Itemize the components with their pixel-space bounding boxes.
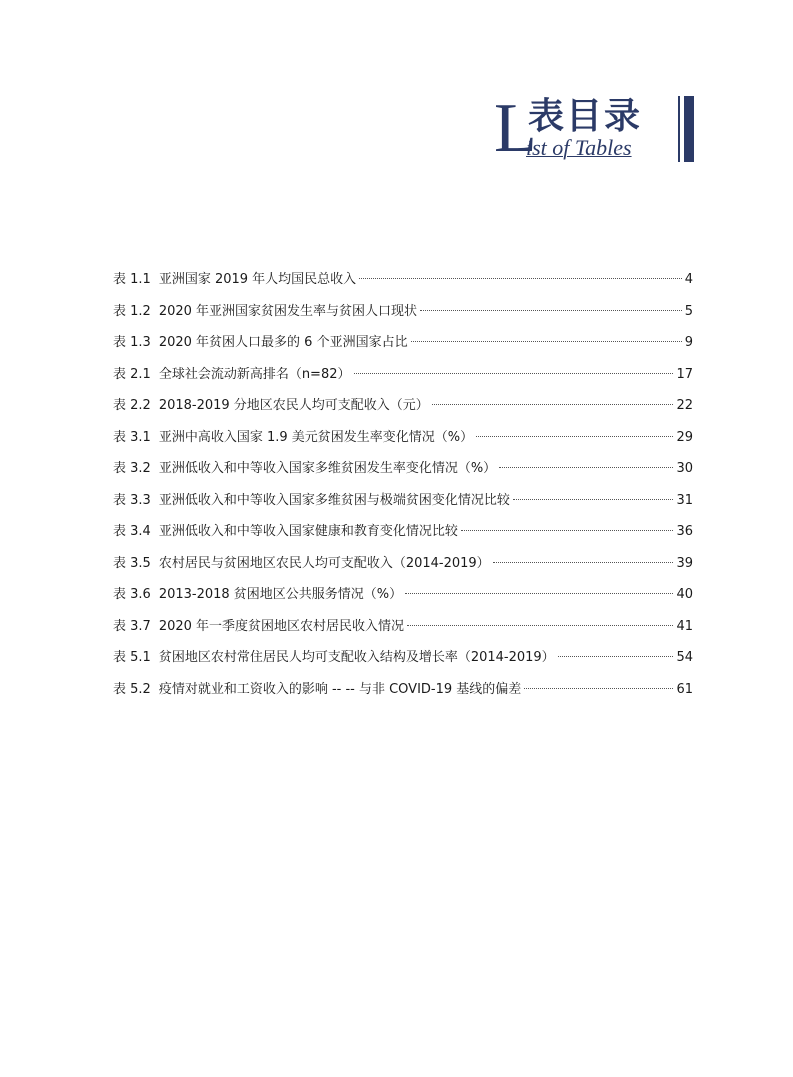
toc-entry-title: 贫困地区农村常住居民人均可支配收入结构及增长率（2014-2019） (158, 650, 555, 665)
toc-entry[interactable] (113, 678, 693, 710)
toc-entry-number: 表 2.2 (113, 398, 151, 413)
toc-leader-dots (558, 656, 674, 657)
toc-entry[interactable] (113, 268, 693, 300)
toc-entry-number: 表 2.1 (113, 366, 151, 382)
toc-header (490, 92, 705, 167)
toc-leader-dots (476, 436, 673, 437)
toc-leader-dots (411, 341, 682, 342)
toc-entry-number: 表 3.1 (113, 429, 151, 445)
toc-entry-page: 29 (676, 429, 693, 445)
toc-leader-dots (407, 625, 673, 626)
toc-entry-number: 表 5.2 (113, 681, 151, 697)
toc-entry[interactable] (113, 300, 693, 332)
toc-entry-page: 31 (676, 492, 693, 508)
toc-leader-dots (513, 499, 674, 500)
decorative-bar-thick (684, 96, 694, 162)
toc-entry-number: 表 1.3 (113, 335, 151, 350)
toc-entry-title: 亚洲低收入和中等收入国家健康和教育变化情况比较 (158, 524, 458, 539)
toc-leader-dots (432, 404, 674, 405)
toc-entry-number: 表 3.4 (113, 524, 151, 539)
toc-entry-title: 2018-2019 分地区农民人均可支配收入（元） (158, 398, 429, 413)
page-title: 表目录 (528, 95, 643, 137)
toc-entry-page: 5 (684, 303, 693, 319)
page-subtitle: ist of Tables (526, 135, 632, 160)
toc-entry[interactable] (113, 363, 693, 395)
toc-entry-page: 17 (676, 366, 693, 382)
toc-entry-number: 表 1.2 (113, 303, 151, 319)
toc-entry-page: 22 (676, 398, 693, 413)
toc-entry[interactable] (113, 583, 693, 615)
toc-leader-dots (499, 467, 673, 468)
toc-entry[interactable] (113, 331, 693, 363)
toc-entry-title: 亚洲中高收入国家 1.9 美元贫困发生率变化情况（%） (158, 429, 474, 445)
toc-entry-page: 61 (676, 681, 693, 697)
toc-entry-title: 2013-2018 贫困地区公共服务情况（%） (158, 587, 403, 602)
toc-leader-dots (359, 278, 682, 279)
toc-leader-dots (493, 562, 674, 563)
toc-entry-page: 36 (676, 524, 693, 539)
header-initial-letter: L (494, 90, 537, 167)
toc-entry-page: 9 (684, 335, 693, 350)
toc-entry-number: 表 1.1 (113, 272, 151, 287)
toc-entry-page: 54 (676, 650, 693, 665)
toc-entry[interactable] (113, 394, 693, 426)
toc-entry[interactable] (113, 489, 693, 521)
toc-leader-dots (461, 530, 674, 531)
toc-leader-dots (420, 310, 682, 311)
toc-entry[interactable] (113, 552, 693, 584)
toc-entry-title: 2020 年一季度贫困地区农村居民收入情况 (158, 618, 405, 634)
table-of-contents-list (113, 268, 693, 709)
toc-entry-title: 疫情对就业和工资收入的影响 -- -- 与非 COVID-19 基线的偏差 (158, 681, 522, 697)
toc-entry[interactable] (113, 646, 693, 678)
toc-entry-title: 2020 年贫困人口最多的 6 个亚洲国家占比 (158, 335, 408, 350)
toc-entry-title: 全球社会流动新高排名（n=82） (158, 366, 351, 382)
toc-entry[interactable] (113, 520, 693, 552)
toc-entry[interactable] (113, 426, 693, 458)
toc-entry-page: 41 (676, 618, 693, 634)
toc-entry-page: 30 (676, 461, 693, 476)
decorative-bar-thin (678, 96, 680, 162)
toc-entry-number: 表 3.2 (113, 461, 151, 476)
toc-entry-page: 40 (676, 587, 693, 602)
toc-entry-title: 亚洲低收入和中等收入国家多维贫困发生率变化情况（%） (158, 461, 497, 476)
toc-entry-number: 表 3.6 (113, 587, 151, 602)
toc-leader-dots (405, 593, 673, 594)
toc-entry-number: 表 3.7 (113, 618, 151, 634)
toc-entry-page: 39 (676, 555, 693, 571)
toc-entry[interactable] (113, 615, 693, 647)
toc-entry-title: 农村居民与贫困地区农民人均可支配收入（2014-2019） (158, 555, 490, 571)
toc-entry-title: 亚洲国家 2019 年人均国民总收入 (158, 272, 357, 287)
toc-entry[interactable] (113, 457, 693, 489)
toc-entry-page: 4 (684, 272, 693, 287)
toc-entry-number: 表 5.1 (113, 650, 151, 665)
toc-entry-title: 2020 年亚洲国家贫困发生率与贫困人口现状 (158, 303, 418, 319)
toc-entry-number: 表 3.3 (113, 492, 151, 508)
toc-entry-title: 亚洲低收入和中等收入国家多维贫困与极端贫困变化情况比较 (158, 492, 510, 508)
toc-leader-dots (524, 688, 673, 689)
toc-leader-dots (354, 373, 674, 374)
toc-entry-number: 表 3.5 (113, 555, 151, 571)
